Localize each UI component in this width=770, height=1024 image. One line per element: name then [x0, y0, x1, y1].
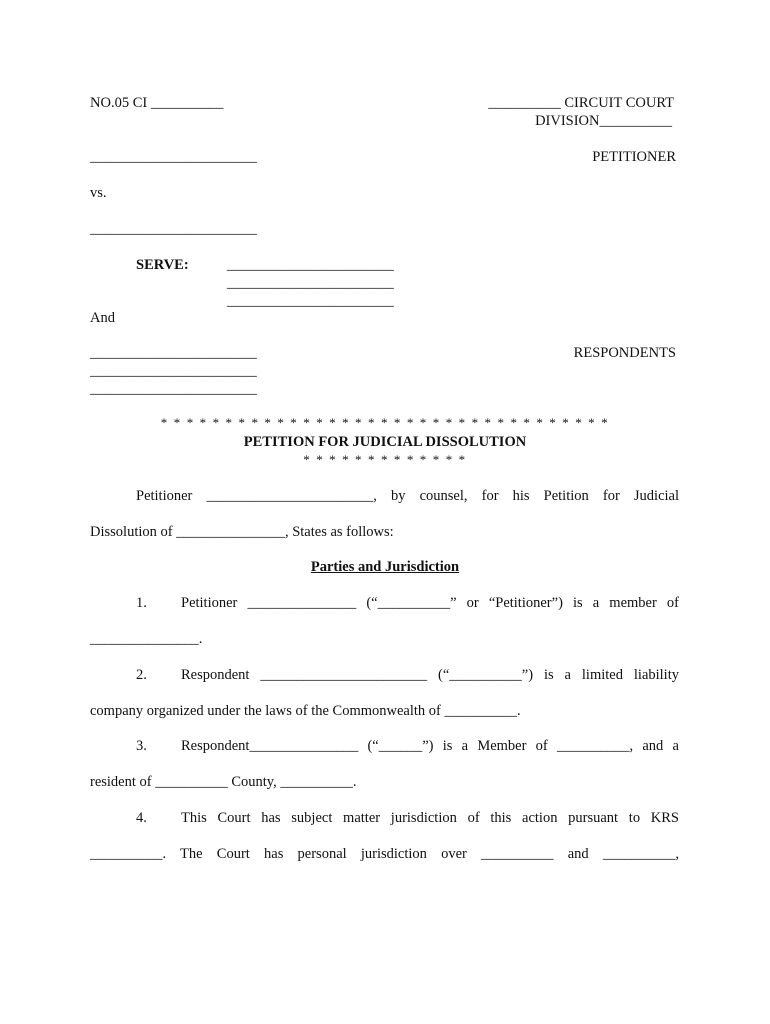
document-title: PETITION FOR JUDICIAL DISSOLUTION — [243, 434, 527, 450]
versus: vs. — [90, 185, 107, 201]
serve-label: SERVE: — [136, 257, 189, 273]
paragraph-1-line-2: _______________. — [90, 631, 203, 647]
stars-divider-bottom: * * * * * * * * * * * * * — [303, 452, 467, 467]
and-label: And — [90, 310, 115, 326]
respondent-name-line: _______________________ — [90, 221, 257, 237]
respondents-label: RESPONDENTS — [573, 345, 676, 361]
serve-line: _______________________ — [227, 293, 394, 309]
paragraph-number: 1. — [136, 595, 147, 611]
section-heading: Parties and Jurisdiction — [310, 559, 460, 575]
stars-divider-top: * * * * * * * * * * * * * * * * * * * * * * * * * * * * * * * * * * * — [160, 415, 610, 430]
paragraph-4-line-2: __________. The Court has personal jurisdiction over __________ and __________, — [90, 846, 679, 862]
serve-line: _______________________ — [227, 275, 394, 291]
paragraph-number: 2. — [136, 667, 147, 683]
paragraph-3-line-1: Respondent_______________ (“______”) is a Member of __________, and a — [181, 738, 679, 754]
paragraph-number: 3. — [136, 738, 147, 754]
intro-line-2: Dissolution of _______________, States as follows: — [90, 524, 394, 540]
paragraph-4-line-1: This Court has subject matter jurisdiction of this action pursuant to KRS — [181, 810, 679, 826]
petitioner-name-line: _______________________ — [90, 149, 257, 165]
circuit-court: __________ CIRCUIT COURT — [488, 95, 674, 111]
paragraph-2-line-2: company organized under the laws of the Commonwealth of __________. — [90, 703, 521, 719]
respondent-line: _______________________ — [90, 363, 257, 379]
paragraph-1-line-1: Petitioner _______________ (“__________” or “Petitioner”) is a member of — [181, 595, 679, 611]
respondent-line: _______________________ — [90, 381, 257, 397]
intro-line-1: Petitioner _______________________, by counsel, for his Petition for Judicial — [136, 488, 679, 504]
paragraph-2-line-1: Respondent _______________________ (“__________”) is a limited liability — [181, 667, 679, 683]
case-number: NO.05 CI __________ — [90, 95, 224, 111]
paragraph-3-line-2: resident of __________ County, __________. — [90, 774, 357, 790]
serve-line: _______________________ — [227, 257, 394, 273]
respondent-line: _______________________ — [90, 345, 257, 361]
court-division: DIVISION__________ — [535, 113, 672, 129]
paragraph-number: 4. — [136, 810, 147, 826]
petitioner-label: PETITIONER — [592, 149, 676, 165]
